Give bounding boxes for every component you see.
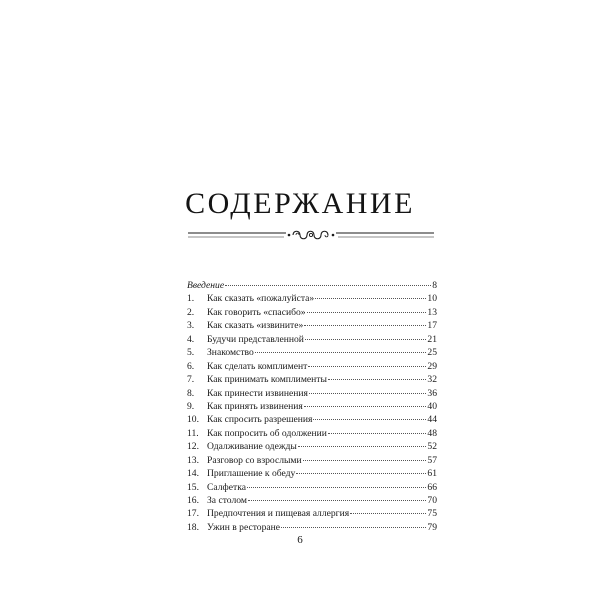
toc-entry[interactable]	[187, 494, 437, 507]
toc-entry-page: 13	[427, 306, 437, 318]
dot-leader	[328, 379, 426, 380]
toc-entry-page: 44	[427, 414, 437, 426]
toc-entry-number: 1.	[187, 293, 195, 305]
toc-entry-number: 3.	[187, 320, 195, 332]
dot-leader	[304, 406, 427, 407]
toc-entry[interactable]	[187, 333, 437, 346]
toc-entry-page: 57	[427, 454, 437, 466]
toc-entry-label: Знакомство	[207, 347, 254, 359]
dot-leader	[255, 352, 427, 353]
toc-entry-page: 79	[427, 521, 437, 533]
toc-entry-page: 52	[427, 441, 437, 453]
toc-entry-number: 11.	[187, 427, 199, 439]
scroll-flourish-divider-icon	[188, 228, 434, 244]
toc-entry-number: 2.	[187, 306, 195, 318]
toc-entry[interactable]	[187, 400, 437, 413]
toc-entry[interactable]	[187, 467, 437, 480]
toc-entry-page: 10	[427, 293, 437, 305]
toc-entry-page: 17	[427, 320, 437, 332]
toc-entry[interactable]	[187, 373, 437, 386]
toc-entry-page: 36	[427, 387, 437, 399]
toc-entry[interactable]	[187, 360, 437, 373]
toc-entry-number: 13.	[187, 454, 199, 466]
toc-entry-page: 61	[427, 468, 437, 480]
dot-leader	[304, 325, 426, 326]
toc-entry-label: Как спросить разрешения	[207, 414, 313, 426]
toc-entry[interactable]	[187, 292, 437, 305]
toc-entry-number: 14.	[187, 468, 199, 480]
toc-entry-label: Предпочтения и пищевая аллергия	[207, 508, 350, 520]
toc-entry-number: 17.	[187, 508, 199, 520]
toc-entry-label: Разговор со взрослыми	[207, 454, 302, 466]
toc-entry-page: 29	[427, 360, 437, 372]
toc-entry-page: 70	[427, 495, 437, 506]
toc-entry[interactable]	[187, 481, 437, 494]
dot-leader	[247, 487, 426, 488]
dot-leader	[281, 527, 426, 528]
toc-entry-page: 66	[427, 481, 437, 493]
toc-entry-label: Одалживание одежды	[207, 441, 297, 453]
dot-leader	[305, 339, 426, 340]
toc-entry-intro[interactable]	[187, 279, 437, 292]
dot-leader	[296, 473, 426, 474]
toc-entry[interactable]	[187, 387, 437, 400]
toc-entry-page: 21	[427, 333, 437, 345]
page-number: 6	[297, 534, 303, 546]
dot-leader	[315, 298, 426, 299]
dot-leader	[298, 446, 427, 447]
toc-entry[interactable]	[187, 521, 437, 534]
toc-entry-label: Как принимать комплименты	[207, 374, 327, 386]
dot-leader	[313, 419, 426, 420]
page-title: СОДЕРЖАНИЕ	[185, 187, 415, 220]
toc-entry-number: 8.	[187, 387, 195, 399]
toc-entry-number: 7.	[187, 374, 195, 386]
toc-entry[interactable]	[187, 319, 437, 332]
dot-leader	[328, 433, 426, 434]
toc-entry-page: 75	[427, 508, 437, 520]
toc-entry[interactable]	[187, 454, 437, 467]
toc-entry-label: Как попросить об одолжении	[207, 427, 327, 439]
dot-leader	[350, 513, 426, 514]
dot-leader	[225, 285, 431, 286]
toc-entry[interactable]	[187, 346, 437, 359]
toc-entry-number: 16.	[187, 495, 199, 506]
toc-entry-number: 6.	[187, 360, 195, 372]
toc-entry-label: Салфетка	[207, 481, 246, 493]
toc-entry-label: Как сказать «пожалуйста»	[207, 293, 315, 305]
dot-leader	[309, 393, 426, 394]
toc-entry-number: 18.	[187, 521, 199, 533]
toc-entry-number: 5.	[187, 347, 195, 359]
toc-entry-label: Как говорить «спасибо»	[207, 306, 306, 318]
toc-entry[interactable]	[187, 413, 437, 426]
dot-leader	[303, 460, 427, 461]
toc-entry-number: 15.	[187, 481, 199, 493]
toc-entry[interactable]	[187, 427, 437, 440]
toc-entry-label: Как принести извинения	[207, 387, 308, 399]
toc-entry[interactable]	[187, 306, 437, 319]
toc-entry-label: Приглашение к обеду	[207, 468, 296, 480]
toc-entry-label: Будучи представленной	[207, 333, 304, 345]
dot-leader	[248, 500, 426, 501]
toc-entry-number: 9.	[187, 400, 195, 412]
toc-entry-page: 8	[432, 280, 437, 291]
toc-entry-label: Как сказать «извините»	[207, 320, 304, 332]
toc-entry-page: 32	[427, 374, 437, 386]
toc-entry-number: 10.	[187, 414, 199, 426]
toc-entry-label: Как сделать комплимент	[207, 360, 308, 372]
table-of-contents	[187, 279, 437, 534]
toc-entry-label: Как принять извинения	[207, 400, 303, 412]
dot-leader	[307, 312, 427, 313]
toc-entry-label: За столом	[207, 495, 247, 506]
toc-entry-label: Введение	[187, 280, 225, 291]
toc-entry-number: 12.	[187, 441, 199, 453]
toc-entry-page: 25	[427, 347, 437, 359]
toc-entry-page: 40	[427, 400, 437, 412]
dot-leader	[308, 366, 426, 367]
toc-entry[interactable]	[187, 507, 437, 520]
toc-entry[interactable]	[187, 440, 437, 453]
toc-entry-label: Ужин в ресторане	[207, 521, 281, 533]
toc-entry-page: 48	[427, 427, 437, 439]
toc-entry-number: 4.	[187, 333, 195, 345]
